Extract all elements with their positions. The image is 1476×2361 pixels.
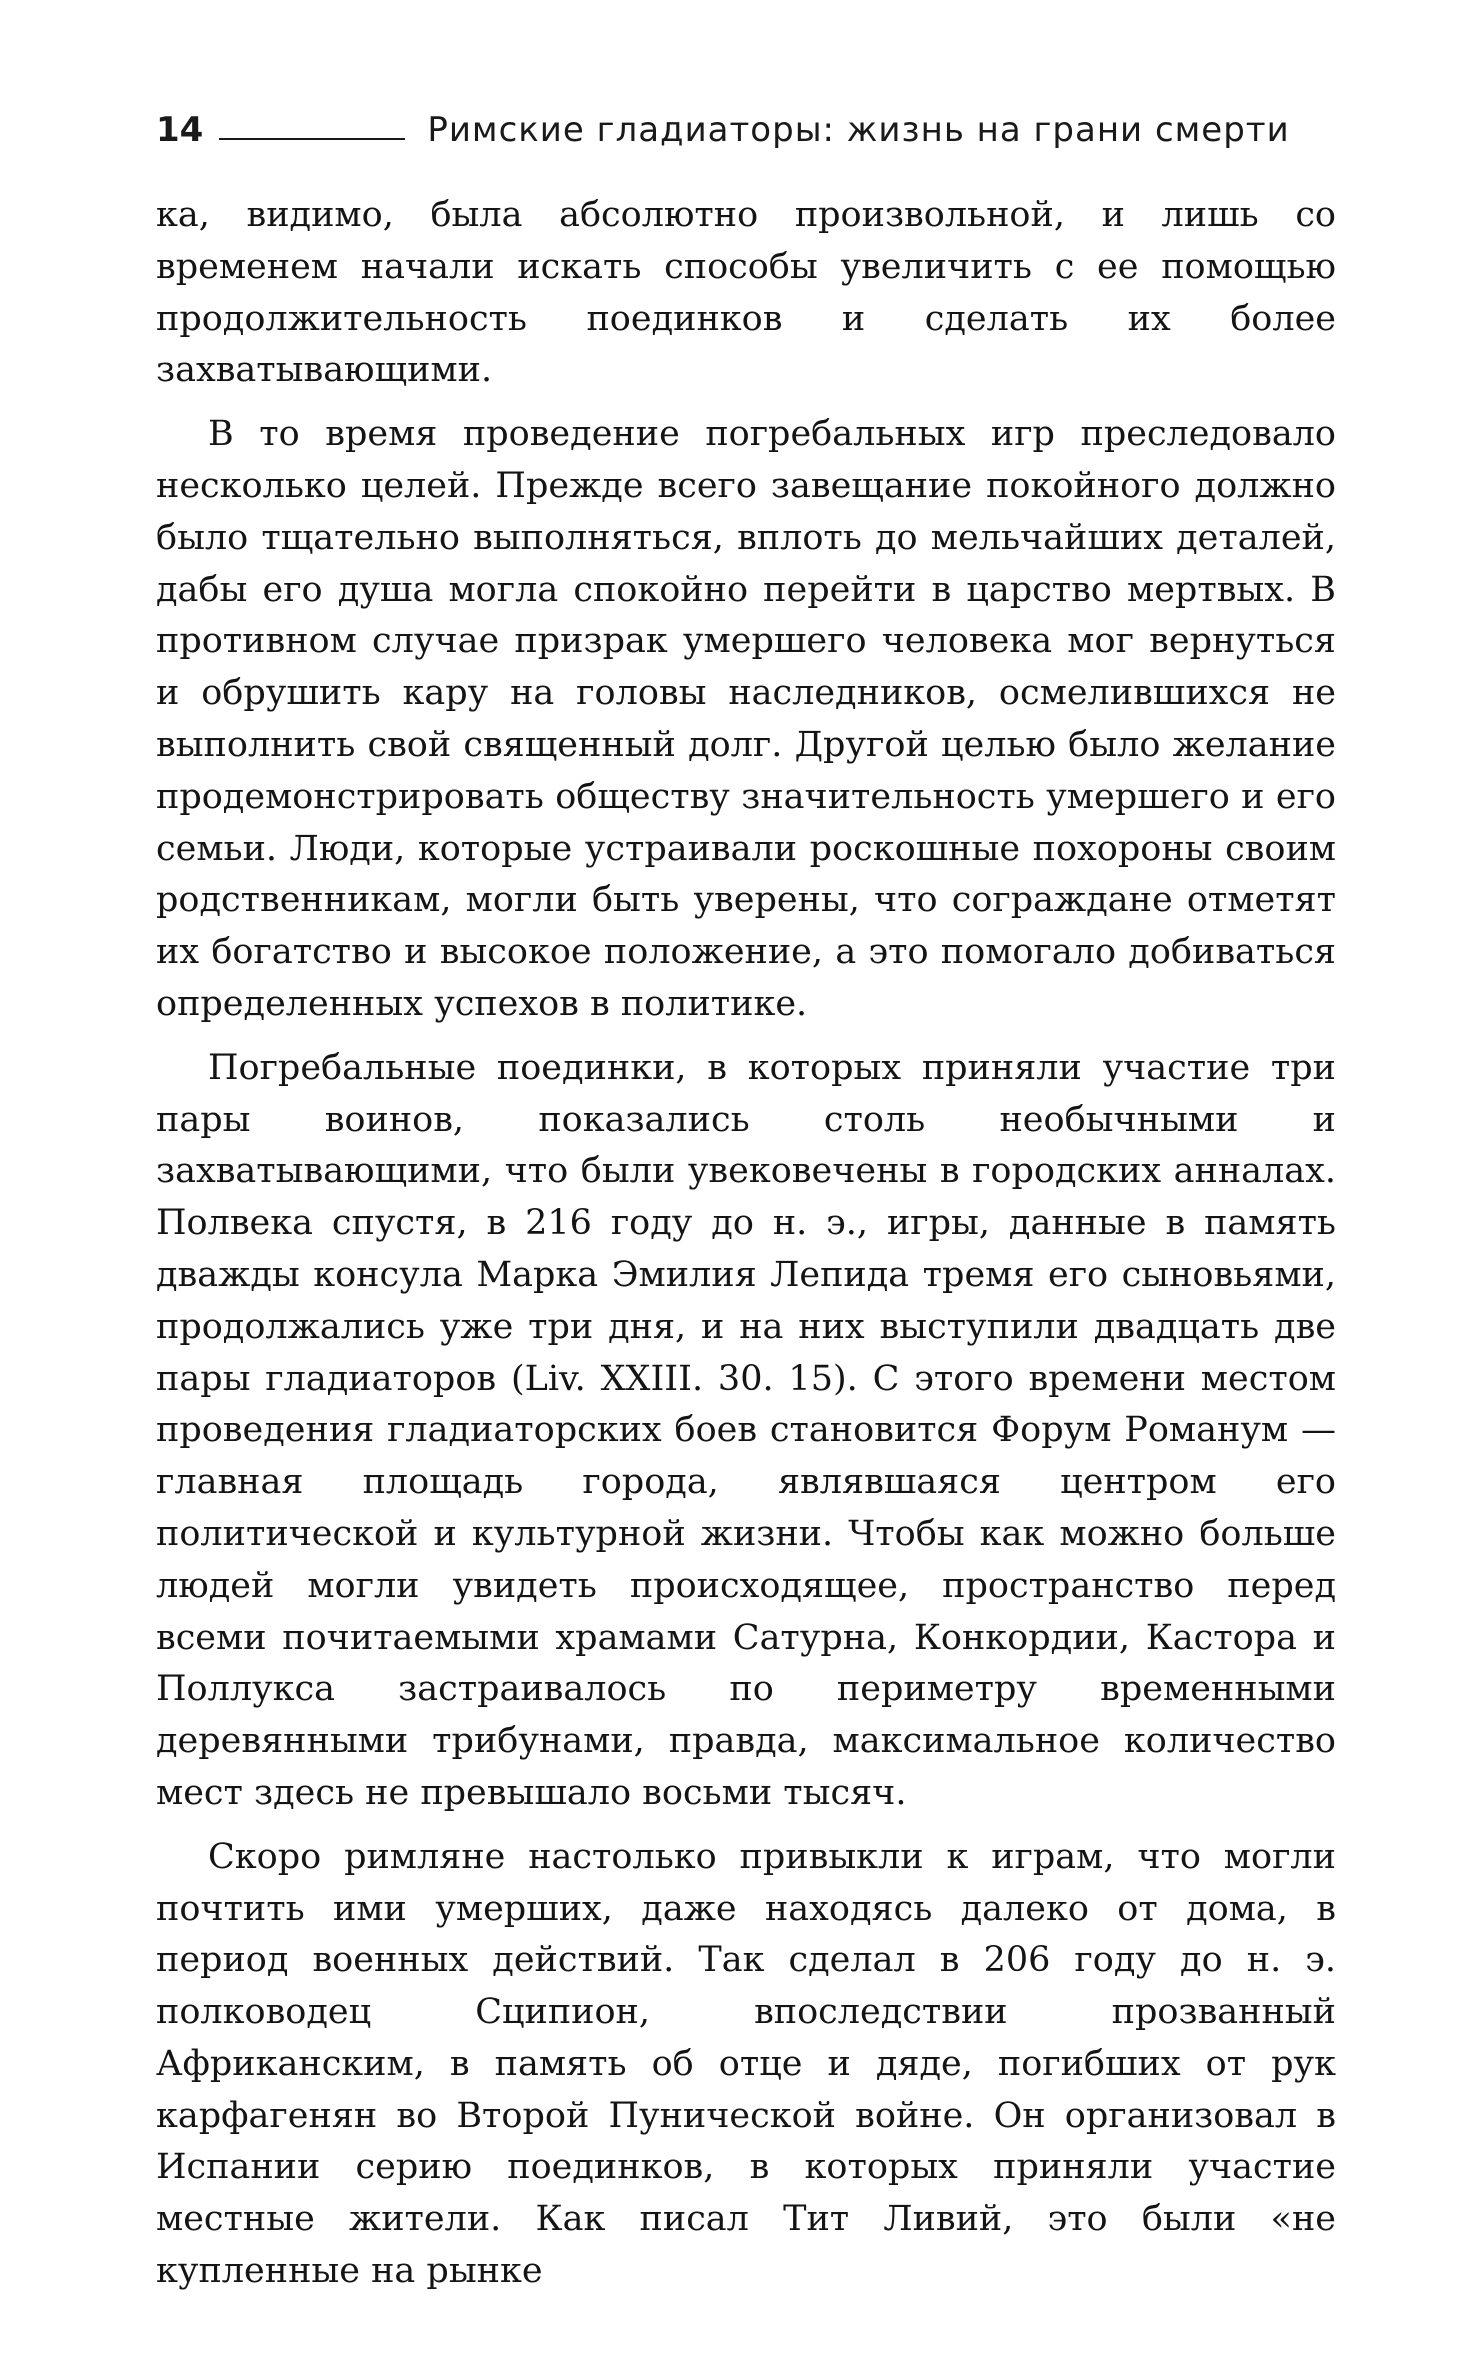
- running-head: [156, 100, 1336, 150]
- page-number: 14: [156, 110, 204, 150]
- body-text: [156, 190, 1336, 2298]
- paragraph-continuation: ка, видимо, была абсолютно произвольной, и лишь со временем начали искать способы увеличить с ее помощью продолжительность поединков и сделать их более захватывающими.: [156, 195, 1336, 391]
- paragraph: Погребальные поединки, в которых приняли участие три пары воинов, показались столь необычными и захватывающими, что были увековечены в городских анналах. Полвека спустя, в 216 году до н. э., игры, данные в память дважды консула Марка Эмилия Лепида тремя его сыновьями, продолжались уже три дня, и на них выступили двадцать две пары гладиаторов (Liv. XXIII. 30. 15). С этого времени местом проведения гладиаторских боев становится Форум Романум — главная площадь города, являвшаяся центром его политической и культурной жизни. Чтобы как можно больше людей могли увидеть происходящее, пространство перед всеми почитаемыми храмами Сатурна, Конкордии, Кастора и Поллукса застраивалось по периметру временными деревянными трибунами, правда, максимальное количество мест здесь не превышало восьми тысяч.: [156, 1047, 1336, 1813]
- book-title: Римские гладиаторы: жизнь на грани смерти: [427, 110, 1290, 150]
- paragraph: В то время проведение погребальных игр преследовало несколько целей. Прежде всего завещание покойного должно было тщательно выполняться, вплоть до мельчайших деталей, дабы его душа могла спокойно перейти в царство мертвых. В противном случае призрак умершего человека мог вернуться и обрушить кару на головы наследников, осмелившихся не выполнить свой священный долг. Другой целью было желание продемонстрировать обществу значительность умершего и его семьи. Люди, которые устраивали роскошные похороны своим родственникам, могли быть уверены, что сограждане отметят их богатство и высокое положение, а это помогало добиваться определенных успехов в политике.: [156, 414, 1336, 1024]
- header-rule: [219, 138, 405, 140]
- paragraph: Скоро римляне настолько привыкли к играм, что могли почтить ими умерших, даже находясь далеко от дома, в период военных действий. Так сделал в 206 году до н. э. полководец Сципион, впоследствии прозванный Африканским, в память об отце и дяде, погибших от рук карфагенян во Второй Пунической войне. Он организовал в Испании серию поединков, в которых приняли участие местные жители. Как писал Тит Ливий, это были «не купленные на рынке: [156, 1836, 1336, 2292]
